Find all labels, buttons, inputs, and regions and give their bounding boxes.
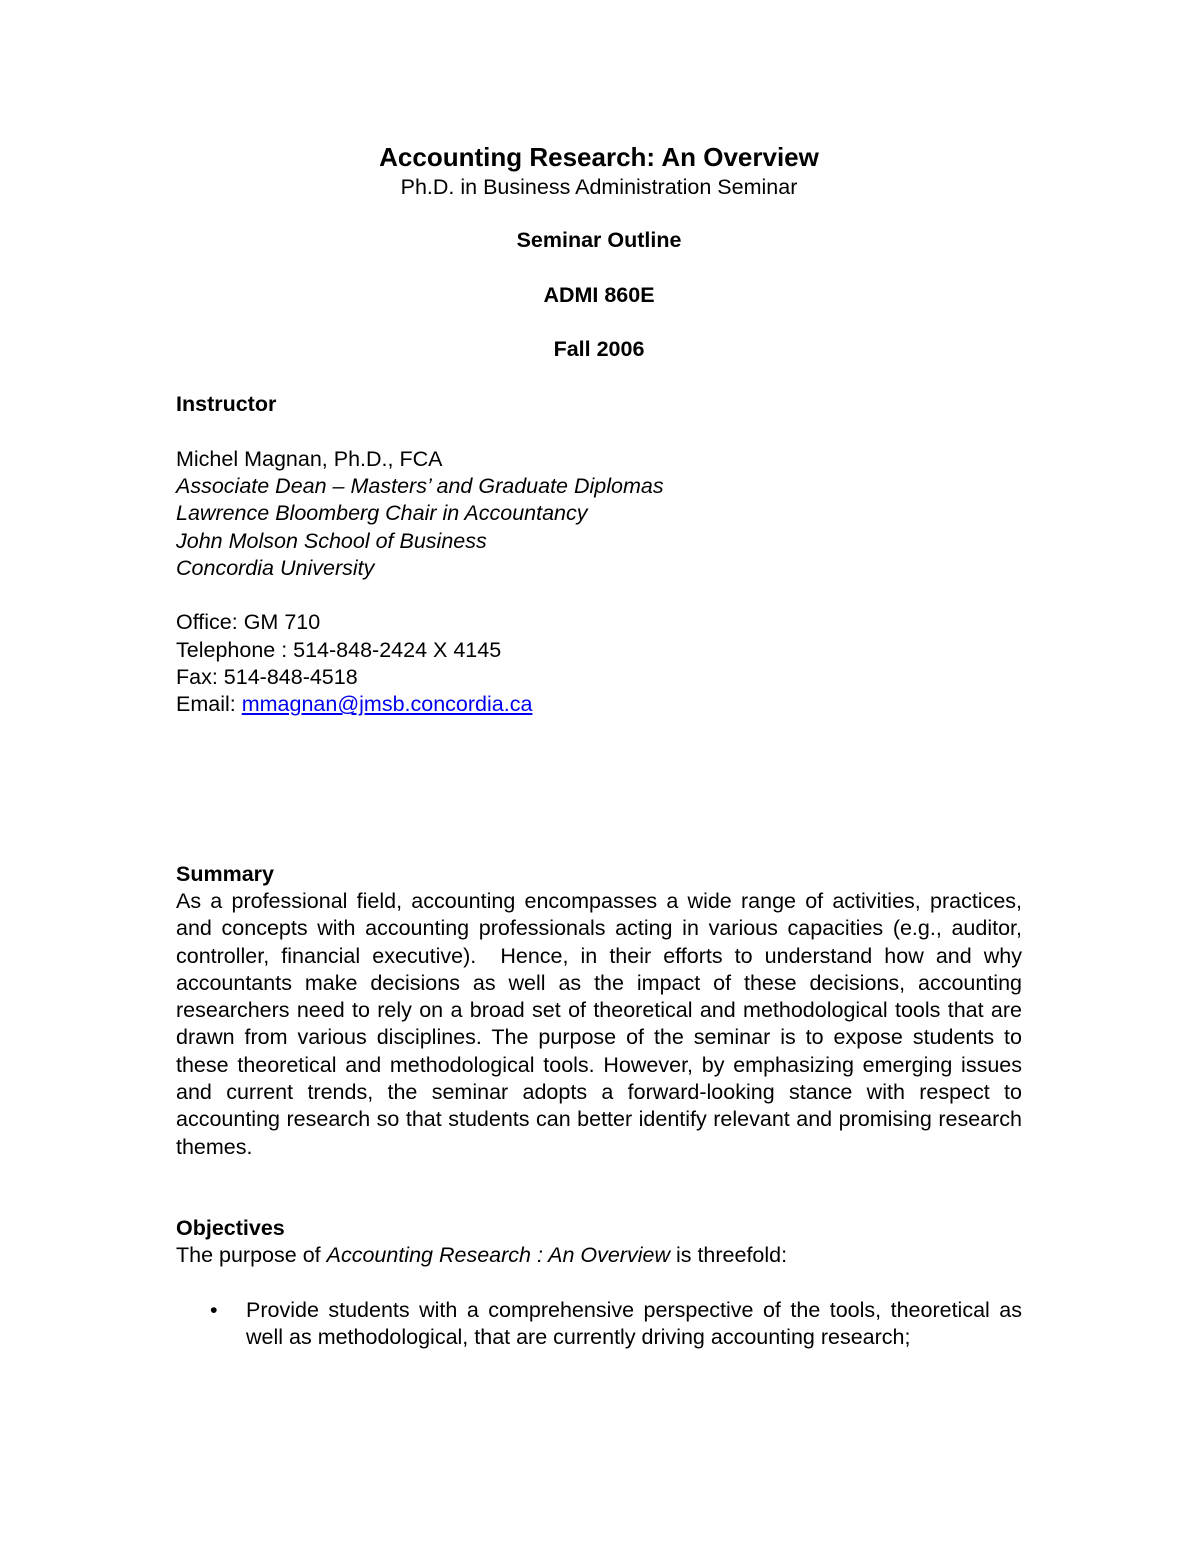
objectives-intro-suffix: is threefold: <box>669 1243 788 1268</box>
summary-text: As a professional field, accounting encompasses a wide range of activities, practices, and concepts with accounting professionals acting in various capacities (e.g., auditor, controller, financial executive). Hence, in their efforts to understand how and why accountants make decisions as well as the impact of these decisions, accounting researchers need to rely on a broad set of theoretical and methodological tools that are drawn from various disciplines. The purpose of the seminar is to expose students to these theoretical and methodological tools. However, by emphasizing emerging issues and current trends, the seminar adopts a forward-looking stance with respect to accounting research so that students can better identify relevant and promising research themes. <box>176 888 1028 1159</box>
instructor-name: Michel Magnan, Ph.D., FCA <box>176 446 443 471</box>
objectives-intro-course: Accounting Research : An Overview <box>326 1243 670 1268</box>
email-info <box>176 691 1022 718</box>
document-title: Accounting Research: An Overview <box>379 142 819 172</box>
instructor-chair: Lawrence Bloomberg Chair in Accountancy <box>176 501 588 526</box>
office-info: Office: GM 710 <box>176 610 321 635</box>
telephone-info: Telephone : 514-848-2424 X 4145 <box>176 637 502 662</box>
course-code: ADMI 860E <box>543 282 655 307</box>
instructor-heading: Instructor <box>176 392 277 417</box>
fax-info: Fax: 514-848-4518 <box>176 665 358 690</box>
list-item <box>176 1297 1022 1352</box>
email-label: Email: <box>176 692 242 717</box>
summary-heading: Summary <box>176 861 274 886</box>
seminar-outline-label: Seminar Outline <box>516 228 682 253</box>
document-subtitle: Ph.D. in Business Administration Seminar <box>400 175 798 199</box>
term: Fall 2006 <box>553 337 645 362</box>
instructor-title: Associate Dean – Masters’ and Graduate Diplomas <box>176 473 664 498</box>
bullet-icon: • <box>210 1297 218 1322</box>
objectives-intro <box>176 1242 1022 1269</box>
objectives-heading: Objectives <box>176 1215 285 1240</box>
objectives-intro-prefix: The purpose of <box>176 1243 327 1268</box>
instructor-school: John Molson School of Business <box>176 528 487 553</box>
objective-text: Provide students with a comprehensive perspective of the tools, theoretical as well as methodological, that are currently driving accounting research; <box>246 1297 1022 1350</box>
instructor-university: Concordia University <box>176 555 375 580</box>
objectives-list <box>176 1297 1022 1352</box>
document-page <box>176 140 1028 1351</box>
email-link[interactable]: mmagnan@jmsb.concordia.ca <box>241 692 533 717</box>
